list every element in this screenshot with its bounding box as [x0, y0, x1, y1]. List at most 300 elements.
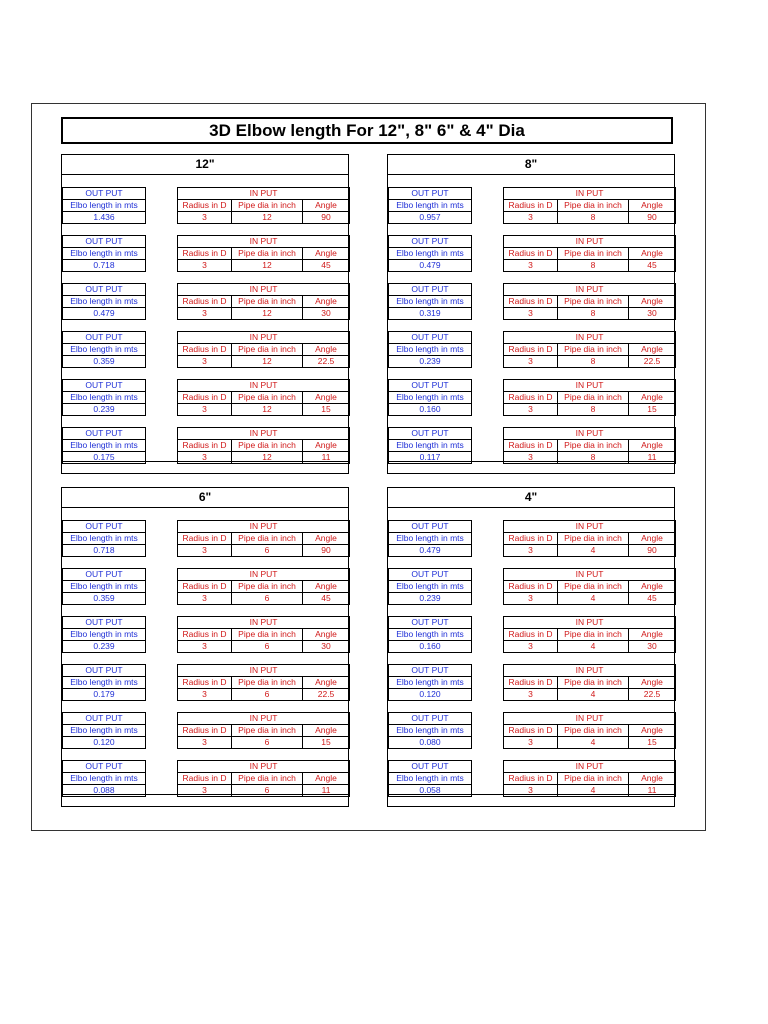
angle-value: 11 — [303, 452, 350, 464]
pipe-dia-column-label: Pipe dia in inch — [232, 677, 303, 689]
elbow-length-value: 0.179 — [63, 689, 146, 701]
input-header: IN PUT — [504, 236, 676, 248]
output-header: OUT PUT — [389, 521, 472, 533]
input-header: IN PUT — [178, 521, 350, 533]
input-header: IN PUT — [178, 428, 350, 440]
radius-value: 3 — [504, 356, 558, 368]
input-header: IN PUT — [504, 521, 676, 533]
angle-column-label: Angle — [303, 629, 350, 641]
input-header: IN PUT — [178, 188, 350, 200]
pipe-dia-value: 12 — [232, 212, 303, 224]
input-header: IN PUT — [504, 665, 676, 677]
elbow-length-value: 0.239 — [63, 641, 146, 653]
input-header: IN PUT — [504, 761, 676, 773]
output-column-label: Elbo length in mts — [63, 344, 146, 356]
elbow-length-value: 0.957 — [389, 212, 472, 224]
elbow-length-value: 0.479 — [389, 260, 472, 272]
angle-value: 15 — [629, 737, 676, 749]
angle-value: 11 — [629, 785, 676, 797]
output-header: OUT PUT — [63, 236, 146, 248]
radius-value: 3 — [178, 785, 232, 797]
angle-column-label: Angle — [303, 200, 350, 212]
pipe-dia-value: 12 — [232, 308, 303, 320]
angle-value: 22.5 — [303, 689, 350, 701]
pipe-dia-value: 6 — [232, 593, 303, 605]
pipe-dia-column-label: Pipe dia in inch — [558, 725, 629, 737]
output-column-label: Elbo length in mts — [389, 581, 472, 593]
input-header: IN PUT — [504, 617, 676, 629]
output-column-label: Elbo length in mts — [63, 629, 146, 641]
angle-value: 90 — [629, 212, 676, 224]
output-header: OUT PUT — [389, 761, 472, 773]
output-header: OUT PUT — [389, 569, 472, 581]
elbow-length-value: 0.058 — [389, 785, 472, 797]
radius-column-label: Radius in D — [178, 440, 232, 452]
pipe-dia-column-label: Pipe dia in inch — [558, 440, 629, 452]
output-column-label: Elbo length in mts — [389, 344, 472, 356]
output-header: OUT PUT — [63, 380, 146, 392]
output-column-label: Elbo length in mts — [389, 725, 472, 737]
pipe-dia-column-label: Pipe dia in inch — [232, 725, 303, 737]
output-header: OUT PUT — [63, 521, 146, 533]
output-column-label: Elbo length in mts — [389, 392, 472, 404]
pipe-dia-value: 12 — [232, 404, 303, 416]
radius-value: 3 — [178, 308, 232, 320]
input-header: IN PUT — [504, 188, 676, 200]
pipe-dia-value: 6 — [232, 737, 303, 749]
pipe-dia-value: 4 — [558, 641, 629, 653]
output-header: OUT PUT — [389, 188, 472, 200]
pipe-dia-column-label: Pipe dia in inch — [558, 677, 629, 689]
angle-value: 45 — [303, 260, 350, 272]
radius-value: 3 — [504, 260, 558, 272]
radius-value: 3 — [504, 212, 558, 224]
angle-column-label: Angle — [303, 581, 350, 593]
output-header: OUT PUT — [389, 428, 472, 440]
input-header: IN PUT — [178, 665, 350, 677]
pipe-dia-column-label: Pipe dia in inch — [232, 296, 303, 308]
elbow-length-value: 0.319 — [389, 308, 472, 320]
elbow-length-value: 0.120 — [389, 689, 472, 701]
radius-column-label: Radius in D — [504, 629, 558, 641]
input-table — [503, 760, 676, 797]
output-column-label: Elbo length in mts — [63, 581, 146, 593]
panel-footer-bar — [62, 461, 348, 473]
pipe-dia-value: 8 — [558, 356, 629, 368]
output-column-label: Elbo length in mts — [389, 200, 472, 212]
radius-column-label: Radius in D — [504, 200, 558, 212]
radius-column-label: Radius in D — [504, 725, 558, 737]
output-table — [388, 427, 472, 464]
output-table — [388, 331, 472, 368]
output-table — [388, 187, 472, 224]
output-column-label: Elbo length in mts — [63, 533, 146, 545]
pipe-dia-column-label: Pipe dia in inch — [558, 296, 629, 308]
output-header: OUT PUT — [389, 236, 472, 248]
output-table — [62, 187, 146, 224]
panel-footer-bar — [388, 461, 674, 473]
input-table — [503, 187, 676, 224]
output-column-label: Elbo length in mts — [389, 440, 472, 452]
pipe-dia-value: 12 — [232, 356, 303, 368]
elbow-length-value: 0.239 — [389, 593, 472, 605]
elbow-panel-1 — [387, 154, 675, 474]
radius-column-label: Radius in D — [178, 392, 232, 404]
pipe-dia-column-label: Pipe dia in inch — [232, 344, 303, 356]
elbow-length-value: 0.718 — [63, 260, 146, 272]
pipe-dia-value: 12 — [232, 260, 303, 272]
input-header: IN PUT — [504, 380, 676, 392]
elbow-length-value: 0.080 — [389, 737, 472, 749]
pipe-dia-value: 6 — [232, 545, 303, 557]
output-column-label: Elbo length in mts — [63, 440, 146, 452]
output-column-label: Elbo length in mts — [63, 773, 146, 785]
pipe-dia-value: 4 — [558, 689, 629, 701]
pipe-dia-column-label: Pipe dia in inch — [232, 629, 303, 641]
input-table — [177, 616, 350, 653]
output-column-label: Elbo length in mts — [389, 533, 472, 545]
input-header: IN PUT — [178, 236, 350, 248]
angle-column-label: Angle — [629, 533, 676, 545]
angle-value: 45 — [629, 593, 676, 605]
spreadsheet-page — [31, 103, 706, 831]
elbow-length-value: 0.479 — [63, 308, 146, 320]
radius-column-label: Radius in D — [178, 581, 232, 593]
pipe-dia-value: 8 — [558, 404, 629, 416]
angle-value: 22.5 — [629, 689, 676, 701]
angle-column-label: Angle — [629, 296, 676, 308]
radius-column-label: Radius in D — [504, 677, 558, 689]
angle-value: 15 — [629, 404, 676, 416]
elbow-length-value: 0.359 — [63, 593, 146, 605]
elbow-length-value: 0.175 — [63, 452, 146, 464]
input-table — [503, 235, 676, 272]
pipe-dia-column-label: Pipe dia in inch — [558, 392, 629, 404]
radius-column-label: Radius in D — [504, 248, 558, 260]
angle-column-label: Angle — [303, 725, 350, 737]
input-header: IN PUT — [504, 713, 676, 725]
angle-value: 22.5 — [629, 356, 676, 368]
output-column-label: Elbo length in mts — [389, 296, 472, 308]
input-table — [503, 331, 676, 368]
pipe-dia-value: 6 — [232, 785, 303, 797]
output-table — [62, 664, 146, 701]
radius-value: 3 — [504, 308, 558, 320]
panel-heading: 12" — [62, 155, 348, 175]
output-header: OUT PUT — [389, 713, 472, 725]
output-table — [62, 283, 146, 320]
pipe-dia-column-label: Pipe dia in inch — [232, 248, 303, 260]
radius-column-label: Radius in D — [504, 440, 558, 452]
input-header: IN PUT — [178, 332, 350, 344]
angle-column-label: Angle — [629, 725, 676, 737]
output-table — [388, 520, 472, 557]
elbow-length-value: 0.239 — [389, 356, 472, 368]
pipe-dia-value: 4 — [558, 593, 629, 605]
angle-value: 30 — [303, 641, 350, 653]
output-column-label: Elbo length in mts — [63, 725, 146, 737]
output-table — [388, 664, 472, 701]
radius-column-label: Radius in D — [504, 581, 558, 593]
input-header: IN PUT — [178, 569, 350, 581]
radius-column-label: Radius in D — [504, 344, 558, 356]
input-header: IN PUT — [178, 761, 350, 773]
radius-value: 3 — [178, 404, 232, 416]
radius-column-label: Radius in D — [504, 392, 558, 404]
output-header: OUT PUT — [389, 380, 472, 392]
radius-value: 3 — [178, 641, 232, 653]
angle-value: 30 — [629, 308, 676, 320]
pipe-dia-value: 4 — [558, 785, 629, 797]
radius-value: 3 — [504, 593, 558, 605]
angle-column-label: Angle — [303, 392, 350, 404]
input-table — [177, 283, 350, 320]
angle-value: 90 — [303, 212, 350, 224]
pipe-dia-column-label: Pipe dia in inch — [558, 344, 629, 356]
elbow-panel-3 — [387, 487, 675, 807]
output-table — [388, 760, 472, 797]
radius-value: 3 — [504, 689, 558, 701]
radius-column-label: Radius in D — [504, 773, 558, 785]
input-table — [177, 331, 350, 368]
output-table — [62, 616, 146, 653]
input-table — [503, 616, 676, 653]
output-table — [62, 712, 146, 749]
angle-column-label: Angle — [303, 344, 350, 356]
input-table — [503, 568, 676, 605]
elbow-panel-2 — [61, 487, 349, 807]
output-column-label: Elbo length in mts — [389, 677, 472, 689]
angle-column-label: Angle — [629, 773, 676, 785]
radius-column-label: Radius in D — [178, 677, 232, 689]
radius-value: 3 — [504, 737, 558, 749]
radius-value: 3 — [178, 452, 232, 464]
radius-column-label: Radius in D — [178, 629, 232, 641]
angle-value: 11 — [629, 452, 676, 464]
output-table — [62, 760, 146, 797]
elbow-length-value: 1.436 — [63, 212, 146, 224]
panel-footer-bar — [388, 794, 674, 806]
pipe-dia-column-label: Pipe dia in inch — [232, 773, 303, 785]
input-table — [503, 283, 676, 320]
pipe-dia-column-label: Pipe dia in inch — [232, 581, 303, 593]
elbow-length-value: 0.359 — [63, 356, 146, 368]
angle-column-label: Angle — [303, 440, 350, 452]
output-table — [62, 427, 146, 464]
elbow-length-value: 0.239 — [63, 404, 146, 416]
output-table — [388, 712, 472, 749]
output-header: OUT PUT — [63, 332, 146, 344]
radius-column-label: Radius in D — [178, 773, 232, 785]
pipe-dia-column-label: Pipe dia in inch — [232, 440, 303, 452]
angle-value: 45 — [629, 260, 676, 272]
output-header: OUT PUT — [63, 188, 146, 200]
angle-value: 90 — [629, 545, 676, 557]
input-table — [177, 187, 350, 224]
radius-value: 3 — [178, 689, 232, 701]
pipe-dia-column-label: Pipe dia in inch — [232, 392, 303, 404]
input-table — [503, 427, 676, 464]
radius-value: 3 — [178, 593, 232, 605]
radius-column-label: Radius in D — [178, 725, 232, 737]
panel-heading: 6" — [62, 488, 348, 508]
input-header: IN PUT — [178, 284, 350, 296]
output-header: OUT PUT — [63, 428, 146, 440]
angle-column-label: Angle — [629, 200, 676, 212]
elbow-length-value: 0.718 — [63, 545, 146, 557]
input-header: IN PUT — [504, 332, 676, 344]
input-header: IN PUT — [504, 284, 676, 296]
radius-value: 3 — [178, 212, 232, 224]
output-column-label: Elbo length in mts — [63, 200, 146, 212]
input-table — [177, 379, 350, 416]
output-table — [388, 616, 472, 653]
radius-column-label: Radius in D — [178, 296, 232, 308]
output-column-label: Elbo length in mts — [63, 392, 146, 404]
radius-column-label: Radius in D — [504, 296, 558, 308]
radius-column-label: Radius in D — [178, 200, 232, 212]
angle-value: 11 — [303, 785, 350, 797]
panel-footer-bar — [62, 794, 348, 806]
angle-column-label: Angle — [629, 344, 676, 356]
output-table — [388, 568, 472, 605]
output-header: OUT PUT — [63, 761, 146, 773]
output-header: OUT PUT — [389, 665, 472, 677]
output-header: OUT PUT — [63, 665, 146, 677]
radius-value: 3 — [504, 641, 558, 653]
radius-value: 3 — [504, 545, 558, 557]
output-table — [62, 520, 146, 557]
input-header: IN PUT — [178, 713, 350, 725]
angle-value: 15 — [303, 404, 350, 416]
output-column-label: Elbo length in mts — [389, 773, 472, 785]
elbow-length-value: 0.117 — [389, 452, 472, 464]
pipe-dia-column-label: Pipe dia in inch — [232, 533, 303, 545]
input-table — [177, 712, 350, 749]
input-table — [503, 712, 676, 749]
input-header: IN PUT — [178, 380, 350, 392]
output-column-label: Elbo length in mts — [63, 677, 146, 689]
radius-value: 3 — [504, 404, 558, 416]
elbow-length-value: 0.120 — [63, 737, 146, 749]
pipe-dia-value: 8 — [558, 308, 629, 320]
elbow-length-value: 0.160 — [389, 404, 472, 416]
output-table — [62, 235, 146, 272]
panel-heading: 8" — [388, 155, 674, 175]
output-column-label: Elbo length in mts — [389, 248, 472, 260]
angle-column-label: Angle — [303, 296, 350, 308]
output-table — [388, 379, 472, 416]
angle-column-label: Angle — [303, 248, 350, 260]
angle-value: 90 — [303, 545, 350, 557]
input-table — [177, 568, 350, 605]
radius-value: 3 — [178, 260, 232, 272]
input-table — [177, 760, 350, 797]
angle-column-label: Angle — [303, 677, 350, 689]
pipe-dia-value: 8 — [558, 260, 629, 272]
angle-column-label: Angle — [629, 392, 676, 404]
radius-column-label: Radius in D — [504, 533, 558, 545]
output-column-label: Elbo length in mts — [63, 248, 146, 260]
input-table — [177, 520, 350, 557]
output-header: OUT PUT — [389, 284, 472, 296]
output-table — [62, 331, 146, 368]
elbow-length-value: 0.088 — [63, 785, 146, 797]
pipe-dia-column-label: Pipe dia in inch — [558, 773, 629, 785]
input-table — [503, 664, 676, 701]
pipe-dia-value: 12 — [232, 452, 303, 464]
output-header: OUT PUT — [63, 569, 146, 581]
pipe-dia-value: 8 — [558, 452, 629, 464]
angle-column-label: Angle — [629, 248, 676, 260]
pipe-dia-column-label: Pipe dia in inch — [558, 629, 629, 641]
angle-column-label: Angle — [629, 677, 676, 689]
page-title: 3D Elbow length For 12", 8" 6" & 4" Dia — [61, 117, 673, 144]
pipe-dia-column-label: Pipe dia in inch — [232, 200, 303, 212]
output-table — [62, 568, 146, 605]
pipe-dia-value: 8 — [558, 212, 629, 224]
pipe-dia-column-label: Pipe dia in inch — [558, 533, 629, 545]
radius-value: 3 — [178, 737, 232, 749]
output-header: OUT PUT — [389, 332, 472, 344]
pipe-dia-value: 6 — [232, 641, 303, 653]
angle-value: 45 — [303, 593, 350, 605]
output-header: OUT PUT — [63, 713, 146, 725]
elbow-length-value: 0.160 — [389, 641, 472, 653]
radius-value: 3 — [504, 785, 558, 797]
pipe-dia-value: 4 — [558, 545, 629, 557]
pipe-dia-value: 6 — [232, 689, 303, 701]
input-header: IN PUT — [504, 428, 676, 440]
output-table — [388, 235, 472, 272]
angle-column-label: Angle — [303, 533, 350, 545]
angle-column-label: Angle — [629, 629, 676, 641]
pipe-dia-column-label: Pipe dia in inch — [558, 248, 629, 260]
input-table — [503, 520, 676, 557]
output-column-label: Elbo length in mts — [389, 629, 472, 641]
pipe-dia-value: 4 — [558, 737, 629, 749]
output-column-label: Elbo length in mts — [63, 296, 146, 308]
elbow-panel-0 — [61, 154, 349, 474]
output-header: OUT PUT — [63, 617, 146, 629]
radius-column-label: Radius in D — [178, 344, 232, 356]
radius-column-label: Radius in D — [178, 248, 232, 260]
panel-heading: 4" — [388, 488, 674, 508]
angle-column-label: Angle — [303, 773, 350, 785]
pipe-dia-column-label: Pipe dia in inch — [558, 581, 629, 593]
input-header: IN PUT — [178, 617, 350, 629]
angle-value: 30 — [629, 641, 676, 653]
input-table — [177, 235, 350, 272]
input-table — [503, 379, 676, 416]
angle-column-label: Angle — [629, 581, 676, 593]
angle-value: 30 — [303, 308, 350, 320]
pipe-dia-column-label: Pipe dia in inch — [558, 200, 629, 212]
output-header: OUT PUT — [63, 284, 146, 296]
elbow-length-value: 0.479 — [389, 545, 472, 557]
radius-column-label: Radius in D — [178, 533, 232, 545]
input-header: IN PUT — [504, 569, 676, 581]
radius-value: 3 — [178, 545, 232, 557]
angle-value: 15 — [303, 737, 350, 749]
angle-column-label: Angle — [629, 440, 676, 452]
angle-value: 22.5 — [303, 356, 350, 368]
radius-value: 3 — [178, 356, 232, 368]
input-table — [177, 427, 350, 464]
radius-value: 3 — [504, 452, 558, 464]
output-table — [62, 379, 146, 416]
output-table — [388, 283, 472, 320]
